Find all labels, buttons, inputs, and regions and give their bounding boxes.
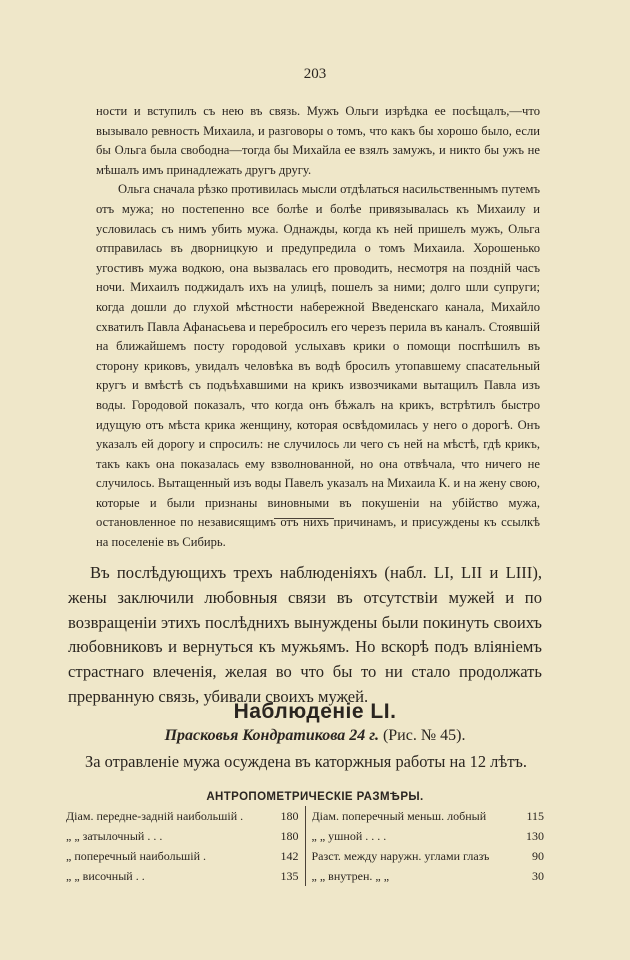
measurement-value: 130 xyxy=(526,829,544,843)
measurement-value: 30 xyxy=(532,869,544,883)
paragraph: ности и вступилъ съ нею въ связь. Мужъ Ольги изрѣдка ее посѣщалъ,—что вызывало ревность Михаила, и разговоры о томъ, что какъ бы хорошо было, если бы Ольга была свободна—тогда бы Михайла ее взялъ замужъ, и никто бы ужъ не мѣшалъ имъ принадлежать другъ другу. xyxy=(96,104,540,177)
page-number: 203 xyxy=(303,66,327,82)
measurement-row xyxy=(312,866,545,886)
subject-name: Прасковья Кондратикова 24 г. xyxy=(164,727,379,744)
measurement-value: 142 xyxy=(280,849,299,863)
measurement-value: 115 xyxy=(526,809,544,823)
measurements-table xyxy=(66,806,544,886)
measurements-right-column xyxy=(306,806,545,886)
measurement-label: Діам. поперечный меньш. лобный xyxy=(311,809,487,823)
measurement-label: „ „ височный . . xyxy=(66,869,145,883)
measurement-value: 180 xyxy=(280,829,299,843)
case-narrative xyxy=(96,102,540,553)
subject-line xyxy=(0,727,630,745)
observation-title: Наблюденіе LI. xyxy=(233,700,397,723)
measurement-row xyxy=(312,826,545,846)
measurement-row xyxy=(312,806,545,826)
measurement-label: Разст. между наружн. углами глазъ xyxy=(311,849,490,863)
measurement-label: Діам. передне-задній наибольшій . xyxy=(66,809,244,823)
measurement-label: „ „ внутрен. „ „ xyxy=(311,869,390,883)
intro-paragraph: Въ послѣдующихъ трехъ наблюденіяхъ (набл. LI, LII и LIII), жены заключили любовныя связи въ отсутствіи мужей и по возвращеніи этихъ послѣднихъ вынуждены были покинуть своихъ любовниковъ и вернуться къ мужьямъ. Но вскорѣ подъ вліяніемъ страстнаго влеченія, желая во что бы то ни стало продолжать прерванную связь, убивали своихъ мужей. xyxy=(68,563,542,706)
paragraph: Ольга сначала рѣзко противилась мысли отдѣлаться насильственнымъ путемъ отъ мужа; но постепенно все болѣе и болѣе привязывалась къ Михаилу и условилась съ нимъ убить мужа. Однажды, когда къ ней пришелъ мужъ, Ольга отправилась въ дворницкую и предупредила о томъ Михаила. Хорошенько угостивъ мужа водкою, она вызвалась его проводить, несмотря на поздній часъ ночи. Михаилъ поджидалъ ихъ на улицѣ, пошелъ за ними; долго шли супруги; когда дошли до глухой мѣстности набережной Введенскаго канала, Михайло схватилъ Павла Афанасьева и перебросилъ его черезъ перила въ каналъ. Стоявшій на ближайшемъ посту городовой услыхавъ крики о помощи поспѣшилъ въ сторону криковъ, увидалъ человѣка въ водѣ бросилъ утопавшему спасательный кругъ и вмѣстѣ съ подъѣхавшими на крикъ извозчиками вытащилъ Павла изъ воды. Городовой показалъ, что когда онъ бѣжалъ на крикъ, встрѣтилъ быстро идущую отъ мѣста крика женщину, которая освѣдомилась у него о дорогѣ. Онъ указалъ ей дорогу и спросилъ: не случилось ли чего съ ней на мѣстѣ, гдѣ крикъ, такъ какъ она показалась ему взволнованной, но она отвѣчала, что ничего не случилось. Вытащенный изъ воды Павелъ указалъ на Михаила К. и на жену свою, которые и были признаны виновными въ покушеніи на убійство мужа, остановленное по независящимъ отъ нихъ причинамъ, и присуждены къ ссылкѣ на поселеніе въ Сибирь. xyxy=(96,182,540,550)
observations-intro xyxy=(68,561,542,710)
measurement-row xyxy=(66,866,299,886)
measurement-value: 180 xyxy=(280,809,299,823)
measurement-row xyxy=(312,846,545,866)
figure-reference: (Рис. № 45). xyxy=(382,727,466,744)
measurements-left-column xyxy=(66,806,306,886)
measurement-row xyxy=(66,846,299,866)
measurement-value: 90 xyxy=(532,849,544,863)
measurement-label: „ „ ушной . . . . xyxy=(311,829,387,843)
measurement-label: „ „ затылочный . . . xyxy=(66,829,163,843)
measurement-label: „ поперечный наибольшій . xyxy=(66,849,207,863)
measurement-row xyxy=(66,826,299,846)
measurements-title: АНТРОПОМЕТРИЧЕСКІЕ РАЗМѢРЫ. xyxy=(206,791,424,803)
measurement-value: 135 xyxy=(280,869,299,883)
sentence-line: За отравленіе мужа осуждена въ каторжныя работы на 12 лѣтъ. xyxy=(85,752,527,771)
measurement-row xyxy=(66,806,299,826)
section-divider xyxy=(274,518,334,519)
